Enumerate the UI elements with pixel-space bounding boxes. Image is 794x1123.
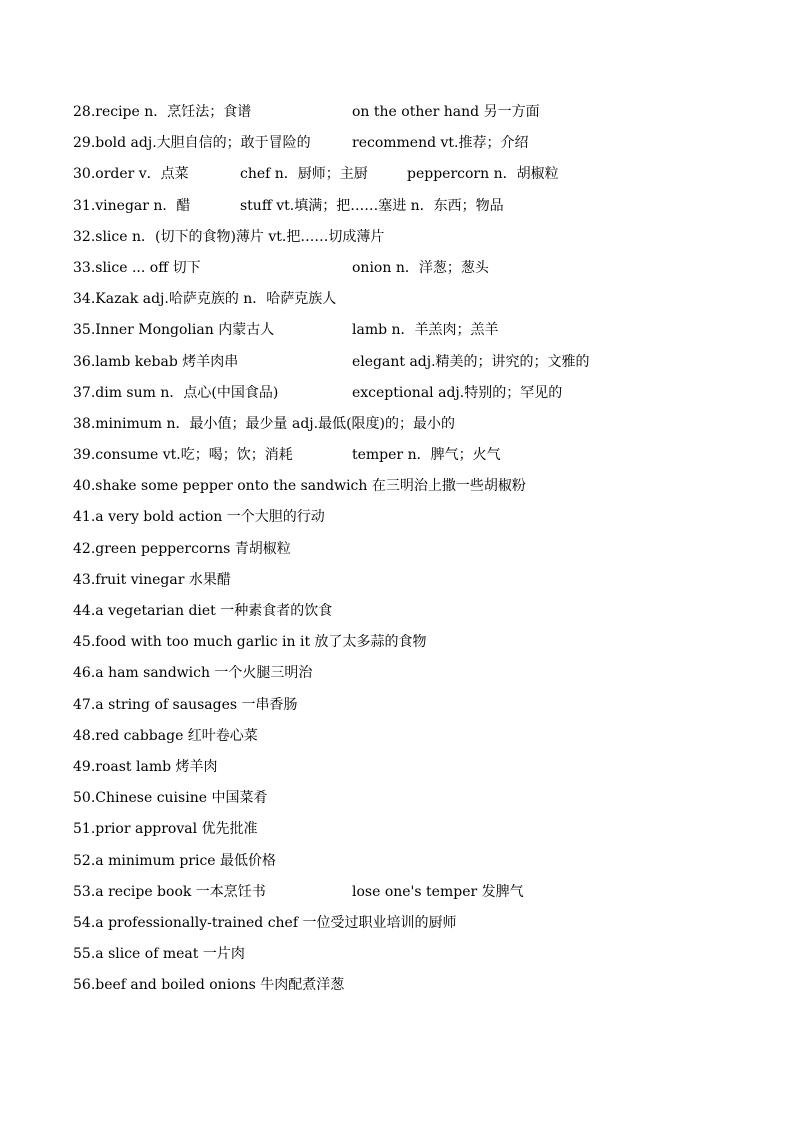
entry-text: red cabbage 红叶卷心菜 [95, 727, 258, 744]
vocab-entry [73, 848, 276, 874]
vocab-row [73, 629, 773, 660]
vocab-entry-secondary: temper n．脾气；火气 [352, 447, 501, 464]
entry-number: 32. [73, 228, 96, 245]
vocab-entry [73, 255, 201, 281]
vocab-row [73, 754, 773, 785]
vocab-entry [73, 692, 298, 718]
vocab-row [73, 504, 773, 535]
vocab-row [73, 879, 773, 910]
vocab-row [73, 442, 773, 473]
vocab-entry-secondary: recommend vt.推荐；介绍 [352, 135, 529, 152]
entry-text: consume vt.吃；喝；饮；消耗 [95, 447, 293, 464]
vocab-entry [73, 879, 266, 905]
entry-text: a ham sandwich 一个火腿三明治 [95, 665, 313, 682]
vocab-row [73, 910, 773, 941]
entry-text: green peppercorns 青胡椒粒 [95, 540, 291, 557]
vocab-row [73, 317, 773, 348]
vocab-entry [73, 785, 267, 811]
entry-number: 53. [73, 883, 96, 900]
vocab-entry [73, 536, 291, 562]
entry-text: vinegar n．醋 [95, 197, 191, 214]
vocabulary-list [73, 99, 773, 1003]
entry-number: 45. [73, 634, 96, 651]
entry-number: 48. [73, 727, 96, 744]
vocab-entry-secondary: on the other hand 另一方面 [352, 104, 540, 120]
entry-number: 49. [73, 758, 96, 775]
entry-number: 28. [73, 104, 96, 120]
entry-text: dim sum n．点心(中国食品) [95, 384, 279, 401]
entry-text: bold adj.大胆自信的；敢于冒险的 [95, 135, 311, 152]
entry-number: 39. [73, 447, 96, 464]
vocab-row [73, 411, 773, 442]
vocab-entry [73, 161, 189, 187]
vocab-entry [73, 567, 231, 593]
entry-text: a recipe book 一本烹饪书 [95, 883, 266, 900]
entry-text: prior approval 优先批准 [95, 821, 258, 838]
vocab-entry [73, 598, 332, 624]
vocab-row [73, 660, 773, 691]
vocab-entry [73, 816, 258, 842]
vocab-row [73, 349, 773, 380]
vocab-row [73, 99, 773, 130]
vocab-row [73, 785, 773, 816]
vocab-row [73, 193, 773, 224]
entry-number: 51. [73, 821, 96, 838]
entry-text: slice ... off 切下 [95, 259, 201, 276]
entry-text: recipe n．烹饪法；食谱 [95, 104, 252, 120]
vocab-entry [73, 317, 274, 343]
entry-text: shake some pepper onto the sandwich 在三明治上撒一些胡椒粉 [95, 478, 526, 495]
vocab-entry-secondary: exceptional adj.特别的；罕见的 [352, 384, 563, 401]
vocab-row [73, 255, 773, 286]
vocab-row [73, 941, 773, 972]
vocab-row [73, 848, 773, 879]
entry-number: 42. [73, 540, 96, 557]
vocab-entry [73, 193, 190, 219]
vocab-row [73, 816, 773, 847]
entry-number: 36. [73, 353, 96, 370]
entry-text: a vegetarian diet 一种素食者的饮食 [95, 603, 333, 619]
vocab-entry [73, 349, 238, 375]
vocab-entry [73, 504, 325, 530]
vocab-row [73, 130, 773, 161]
entry-number: 43. [73, 571, 96, 588]
vocab-entry-secondary: lose one's temper 发脾气 [352, 883, 524, 900]
entry-text: Chinese cuisine 中国菜肴 [95, 790, 268, 807]
vocab-row [73, 723, 773, 754]
entry-number: 29. [73, 135, 96, 152]
vocab-entry [73, 380, 278, 406]
entry-number: 47. [73, 696, 96, 713]
entry-number: 54. [73, 914, 96, 931]
vocab-entry-secondary: lamb n．羊羔肉；羔羊 [352, 322, 499, 339]
entry-number: 38. [73, 415, 96, 432]
vocab-row [73, 598, 773, 629]
entry-number: 55. [73, 946, 96, 963]
vocab-entry [73, 910, 456, 936]
entry-text: food with too much garlic in it 放了太多蒜的食物 [95, 634, 427, 651]
entry-text: lamb kebab 烤羊肉串 [95, 353, 239, 370]
entry-number: 35. [73, 322, 96, 339]
entry-number: 34. [73, 291, 96, 308]
entry-text: fruit vinegar 水果醋 [95, 571, 231, 588]
vocab-row [73, 567, 773, 598]
vocab-row [73, 473, 773, 504]
vocab-row [73, 692, 773, 723]
vocab-entry [73, 442, 293, 468]
vocab-entry-tertiary: peppercorn n．胡椒粒 [407, 166, 559, 183]
vocab-row [73, 286, 773, 317]
vocab-entry-secondary: elegant adj.精美的；讲究的；文雅的 [352, 353, 590, 370]
entry-text: a professionally-trained chef 一位受过职业培训的厨师 [95, 914, 457, 931]
entry-number: 31. [73, 197, 96, 214]
vocab-entry [73, 972, 344, 998]
entry-text: minimum n．最小值；最少量 adj.最低(限度)的；最小的 [95, 415, 456, 432]
entry-text: a very bold action 一个大胆的行动 [95, 509, 325, 526]
vocab-entry [73, 754, 218, 780]
vocab-entry [73, 473, 526, 499]
entry-text: Inner Mongolian 内蒙古人 [95, 322, 275, 339]
vocab-entry [73, 660, 312, 686]
vocab-entry [73, 130, 311, 156]
vocab-entry [73, 723, 258, 749]
entry-number: 37. [73, 384, 96, 401]
vocab-entry [73, 629, 427, 655]
vocab-entry [73, 286, 336, 312]
entry-number: 44. [73, 603, 96, 619]
vocab-row [73, 536, 773, 567]
vocab-entry [73, 411, 455, 437]
entry-number: 46. [73, 665, 96, 682]
entry-text: a minimum price 最低价格 [95, 852, 277, 869]
entry-text: Kazak adj.哈萨克族的 n．哈萨克族人 [95, 291, 337, 308]
vocab-entry-secondary: stuff vt.填满；把……塞进 n．东西；物品 [240, 197, 504, 214]
vocab-entry [73, 224, 384, 250]
entry-number: 30. [73, 166, 96, 183]
vocab-row [73, 972, 773, 1003]
entry-number: 40. [73, 478, 96, 495]
vocab-entry [73, 941, 245, 967]
entry-text: roast lamb 烤羊肉 [95, 758, 218, 775]
vocab-entry [73, 99, 251, 125]
entry-text: a string of sausages 一串香肠 [95, 696, 298, 713]
entry-number: 56. [73, 977, 96, 994]
vocab-row [73, 224, 773, 255]
entry-number: 33. [73, 259, 96, 276]
entry-text: slice n．(切下的食物)薄片 vt.把……切成薄片 [95, 228, 385, 245]
entry-number: 41. [73, 509, 96, 526]
entry-number: 50. [73, 790, 96, 807]
vocab-entry-secondary: onion n．洋葱；葱头 [352, 259, 489, 276]
entry-text: order v．点菜 [95, 166, 189, 183]
vocab-entry-secondary: chef n．厨师；主厨 [240, 166, 368, 183]
entry-number: 52. [73, 852, 96, 869]
entry-text: beef and boiled onions 牛肉配煮洋葱 [95, 977, 345, 994]
vocab-row [73, 380, 773, 411]
entry-text: a slice of meat 一片肉 [95, 946, 245, 963]
vocab-row [73, 161, 773, 192]
